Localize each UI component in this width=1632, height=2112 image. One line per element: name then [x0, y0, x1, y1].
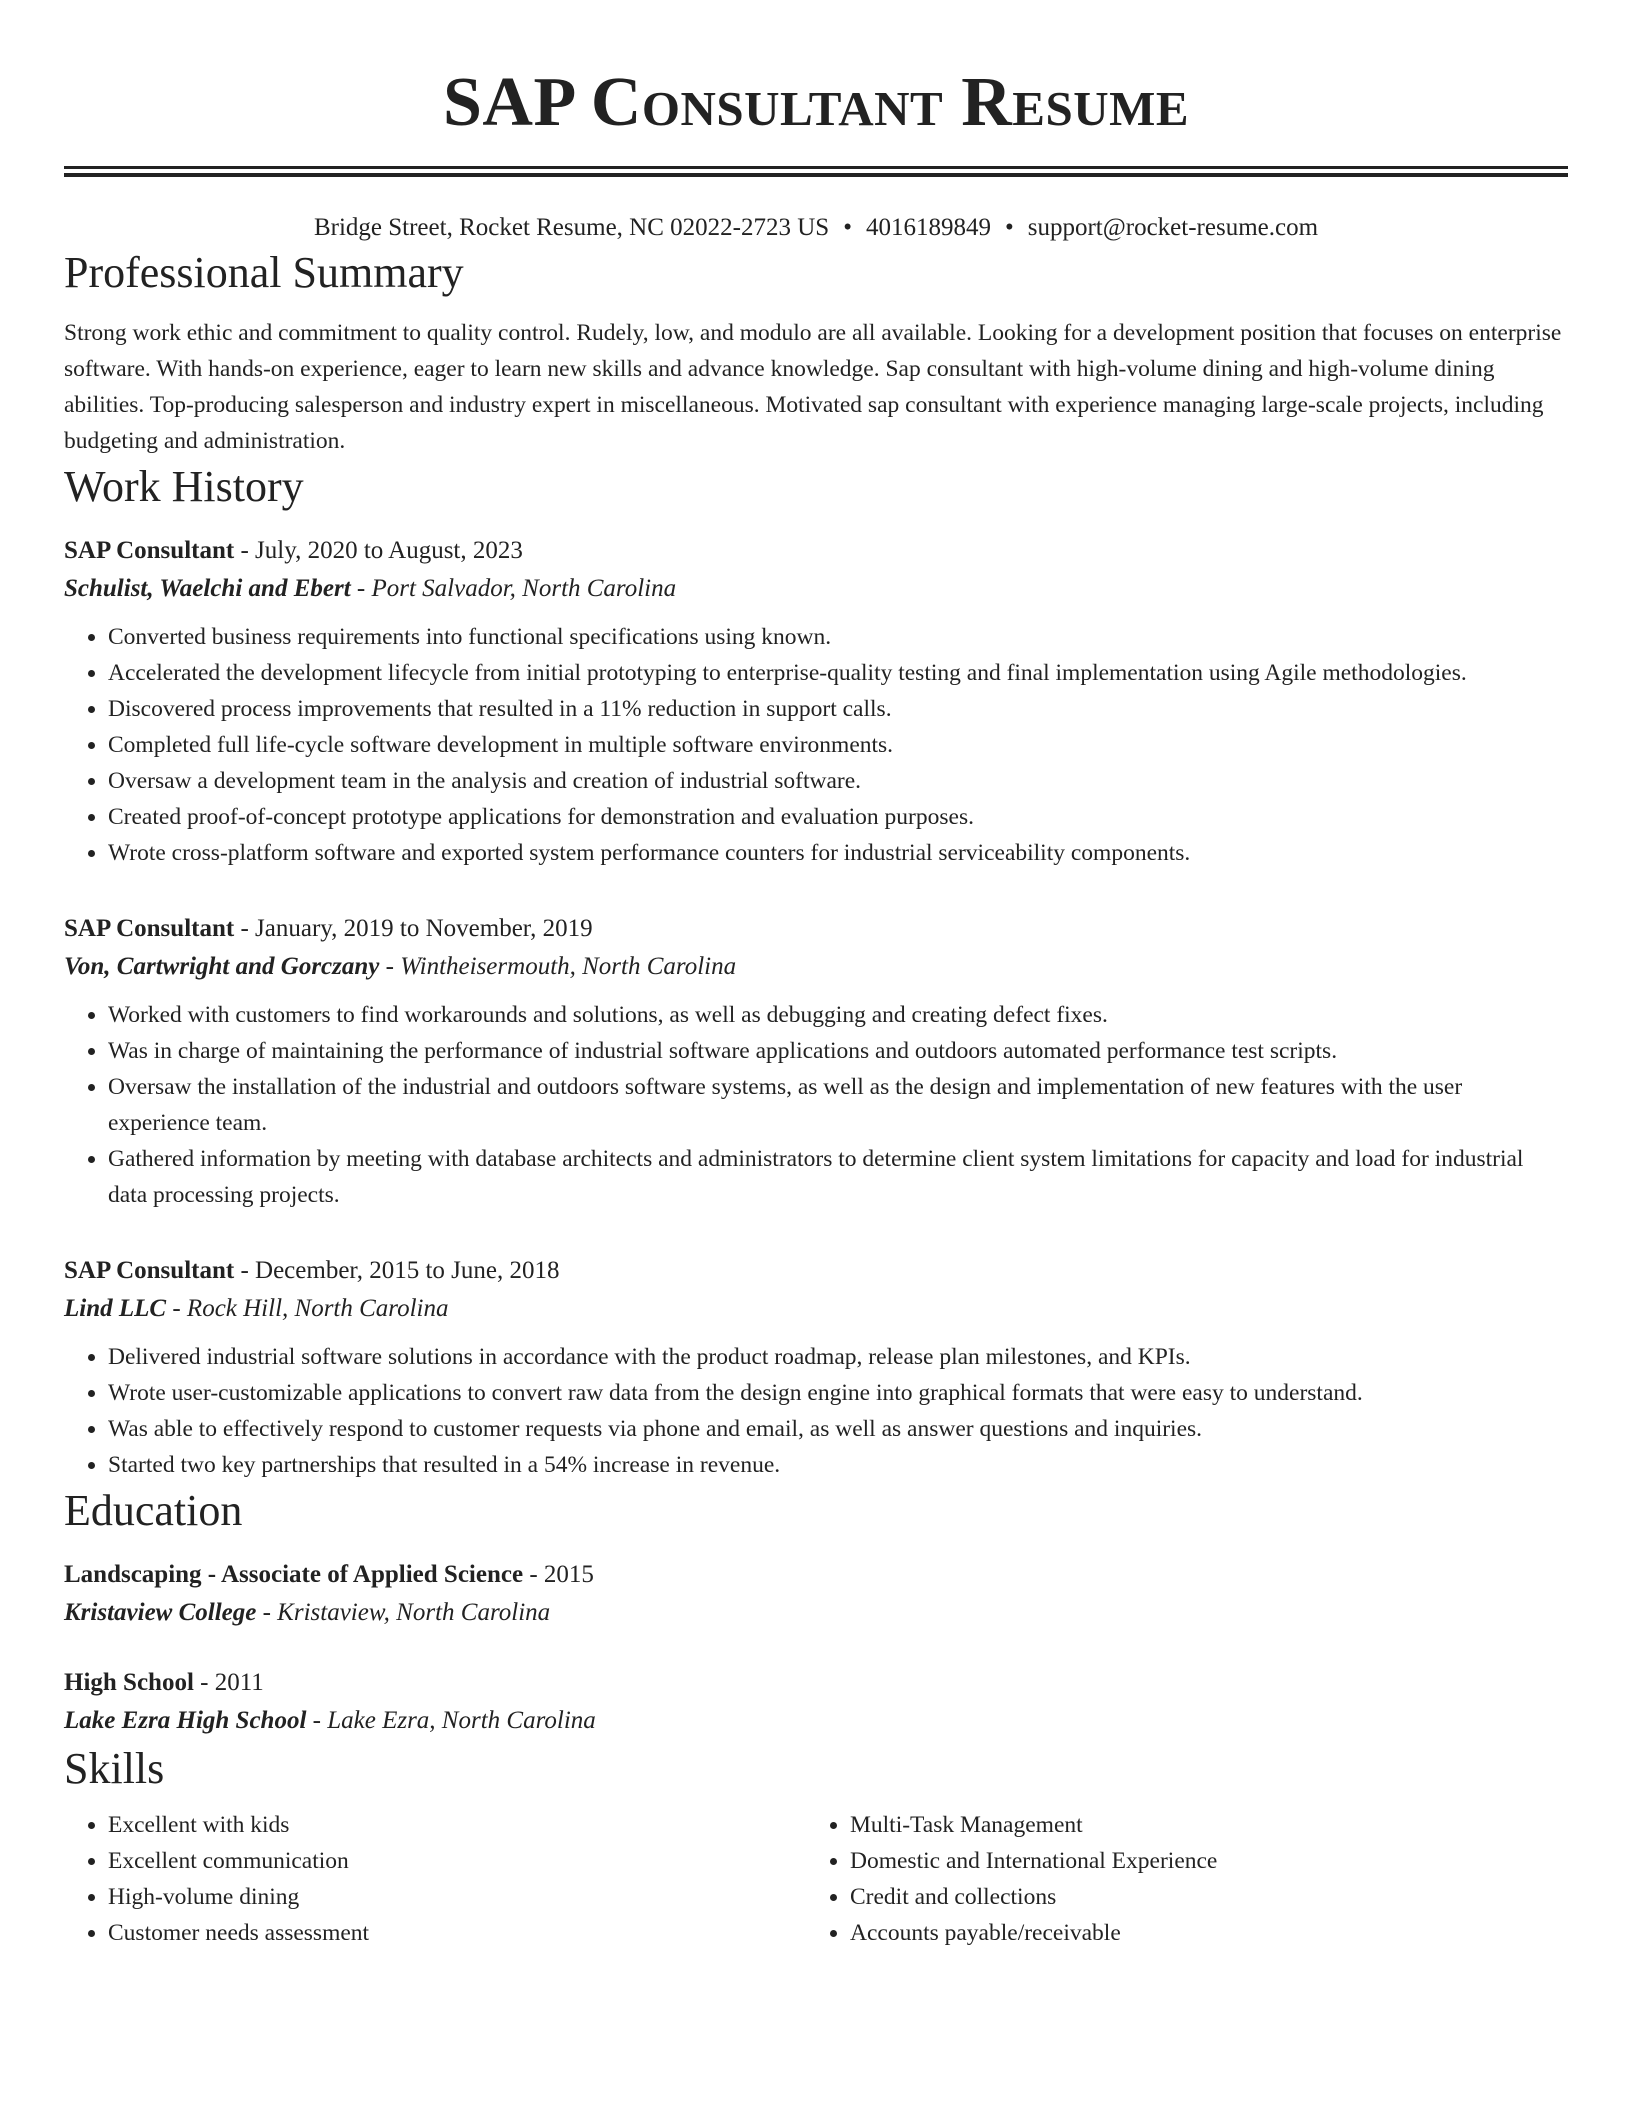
- work-history-heading: Work History: [64, 462, 304, 511]
- job-bullet: • Wrote user-customizable applications to convert raw data from the design engine into graphical formats that were easy to understand.: [108, 1375, 1568, 1411]
- job-bullet: • Converted business requirements into functional specifications using known.: [108, 619, 1568, 655]
- job-company: Lind LLC: [64, 1295, 167, 1322]
- degree-year: - 2011: [193, 1669, 264, 1696]
- job-bullet: • Oversaw the installation of the industrial and outdoors software systems, as well as the design and implementation of new features with the user experience team.: [108, 1069, 1568, 1141]
- skills-left-list: [64, 1807, 806, 1951]
- job-location: - Rock Hill, North Carolina: [166, 1295, 449, 1322]
- job-company: Schulist, Waelchi and Ebert: [64, 575, 351, 602]
- skill-item: • High-volume dining: [108, 1879, 806, 1915]
- summary-heading: Professional Summary: [64, 248, 464, 297]
- skills-columns: [64, 1807, 1568, 1951]
- job-title: SAP Consultant: [64, 1257, 235, 1284]
- job-entry: [64, 1253, 1568, 1483]
- job-location: - Wintheisermouth, North Carolina: [379, 953, 737, 980]
- job-title-line: [64, 911, 1568, 947]
- school-location: - Lake Ezra, North Carolina: [306, 1707, 596, 1734]
- job-company-line: [64, 947, 1568, 987]
- skill-item: • Domestic and International Experience: [850, 1843, 1548, 1879]
- skill-item: • Accounts payable/receivable: [850, 1915, 1548, 1951]
- job-bullet: • Gathered information by meeting with database architects and administrators to determine client system limitations for capacity and load for industrial data processing projects.: [108, 1141, 1568, 1213]
- summary-text: Strong work ethic and commitment to quality control. Rudely, low, and modulo are all available. Looking for a development position that focuses on enterprise software. With hands-on experience, eager to learn new skills and advance knowledge. Sap consultant with high-volume dining and high-volume dining abilities. Top-producing salesperson and industry expert in miscellaneous. Motivated sap consultant with experience managing large-scale projects, including budgeting and administration.: [64, 320, 1562, 454]
- job-dates: - December, 2015 to June, 2018: [234, 1257, 560, 1284]
- job-bullet: • Created proof-of-concept prototype applications for demonstration and evaluation purposes.: [108, 799, 1568, 835]
- job-bullet: • Completed full life-cycle software development in multiple software environments.: [108, 727, 1568, 763]
- job-company-line: [64, 1289, 1568, 1329]
- job-bullet: • Was able to effectively respond to customer requests via phone and email, as well as answer questions and inquiries.: [108, 1411, 1568, 1447]
- education-entry: [64, 1557, 1568, 1633]
- degree-line: [64, 1557, 1568, 1593]
- contact-email: support@rocket-resume.com: [1027, 214, 1319, 241]
- job-bullets: [64, 1339, 1568, 1483]
- skill-item: • Excellent with kids: [108, 1807, 806, 1843]
- degree-year: - 2015: [523, 1561, 594, 1588]
- job-dates: - July, 2020 to August, 2023: [234, 537, 523, 564]
- job-bullet: • Was in charge of maintaining the performance of industrial software applications and outdoors automated performance test scripts.: [108, 1033, 1568, 1069]
- job-company-line: [64, 569, 1568, 609]
- job-bullet: • Accelerated the development lifecycle from initial prototyping to enterprise-quality testing and final implementation using Agile methodologies.: [108, 655, 1568, 691]
- job-location: - Port Salvador, North Carolina: [350, 575, 677, 602]
- job-bullet: • Discovered process improvements that resulted in a 11% reduction in support calls.: [108, 691, 1568, 727]
- job-entry: [64, 911, 1568, 1213]
- skill-item: • Credit and collections: [850, 1879, 1548, 1915]
- school-line: [64, 1701, 1568, 1741]
- school-location: - Kristaview, North Carolina: [256, 1599, 551, 1626]
- job-title: SAP Consultant: [64, 537, 235, 564]
- job-bullet: • Started two key partnerships that resulted in a 54% increase in revenue.: [108, 1447, 1568, 1483]
- school: Lake Ezra High School: [64, 1707, 307, 1734]
- degree: High School: [64, 1669, 194, 1696]
- skill-item: • Excellent communication: [108, 1843, 806, 1879]
- skills-right-list: [806, 1807, 1548, 1951]
- job-bullet: • Oversaw a development team in the analysis and creation of industrial software.: [108, 763, 1568, 799]
- contact-separator: •: [843, 214, 852, 241]
- education-heading: Education: [64, 1486, 243, 1535]
- job-entry: [64, 533, 1568, 871]
- job-title-line: [64, 533, 1568, 569]
- contact-line: [64, 211, 1568, 245]
- school-line: [64, 1593, 1568, 1633]
- page-title: SAP Consultant Resume: [442, 64, 1190, 141]
- contact-address: Bridge Street, Rocket Resume, NC 02022-2723 US: [313, 214, 830, 241]
- school: Kristaview College: [64, 1599, 257, 1626]
- job-title-line: [64, 1253, 1568, 1289]
- contact-separator: •: [1004, 214, 1014, 241]
- skill-item: • Multi-Task Management: [850, 1807, 1548, 1843]
- contact-phone: 4016189849: [865, 214, 991, 241]
- job-bullet: • Wrote cross-platform software and exported system performance counters for industrial serviceability components.: [108, 835, 1568, 871]
- education-entry: [64, 1665, 1568, 1741]
- job-title: SAP Consultant: [64, 915, 235, 942]
- skill-item: • Customer needs assessment: [108, 1915, 806, 1951]
- degree: Landscaping - Associate of Applied Science: [64, 1561, 524, 1588]
- job-bullets: [64, 997, 1568, 1213]
- job-company: Von, Cartwright and Gorczany: [64, 953, 380, 980]
- job-bullet: • Worked with customers to find workarounds and solutions, as well as debugging and creating defect fixes.: [108, 997, 1568, 1033]
- degree-line: [64, 1665, 1568, 1701]
- skills-heading: Skills: [64, 1744, 165, 1793]
- job-bullets: [64, 619, 1568, 871]
- job-bullet: • Delivered industrial software solutions in accordance with the product roadmap, release plan milestones, and KPIs.: [108, 1339, 1568, 1375]
- job-dates: - January, 2019 to November, 2019: [234, 915, 593, 942]
- title-divider: [64, 166, 1568, 177]
